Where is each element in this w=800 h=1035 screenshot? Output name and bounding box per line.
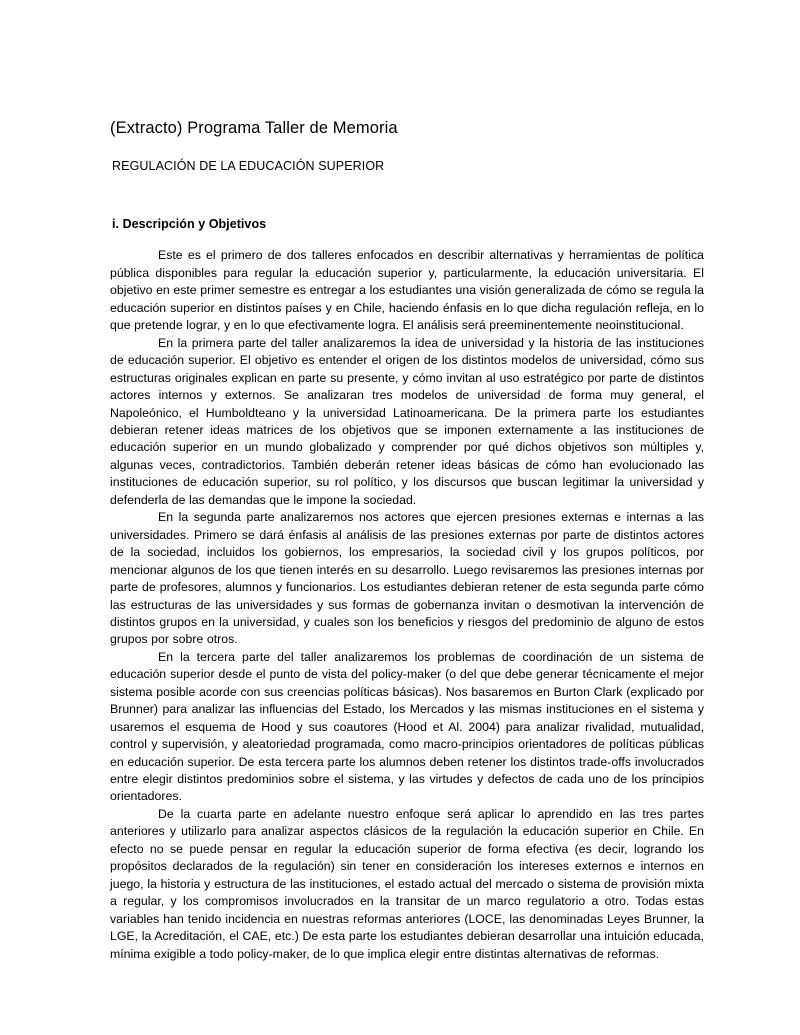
document-body xyxy=(110,247,704,963)
paragraph: En la segunda parte analizaremos nos actores que ejercen presiones externas e internas a las universidades. Primero se dará énfasis al análisis de las presiones externas por parte de distintos actores de la sociedad, incluidos los gobiernos, los empresarios, la sociedad civil y los grupos políticos, por mencionar algunos de los que tienen interés en su desarrollo. Luego revisaremos las presiones internas por parte de profesores, alumnos y funcionarios. Los estudiantes debieran retener de esta segunda parte cómo las estructuras de las universidades y sus formas de gobernanza invitan o desmotivan la intervención de distintos grupos en la universidad, y cuales son los beneficios y riesgos del predominio de alguno de estos grupos por sobre otros. xyxy=(110,510,704,647)
paragraph: Este es el primero de dos talleres enfocados en describir alternativas y herramientas de política pública disponibles para regular la educación superior y, particularmente, la educación universitaria. El objetivo en este primer semestre es entregar a los estudiantes una visión generalizada de cómo se regula la educación superior en distintos países y en Chile, haciendo énfasis en lo que dicha regulación refleja, en lo que pretende lograr, y en lo que efectivamente logra. El análisis será preeminentemente neoinstitucional. xyxy=(110,248,704,333)
document-subtitle: REGULACIÓN DE LA EDUCACIÓN SUPERIOR xyxy=(112,159,385,174)
section-heading: i. Descripción y Objetivos xyxy=(112,217,267,232)
paragraph: De la cuarta parte en adelante nuestro enfoque será aplicar lo aprendido en las tres partes anteriores y utilizarlo para analizar aspectos clásicos de la regulación la educación superior en Chile. En efecto no se puede pensar en regular la educación superior de forma efectiva (es decir, logrando los propósitos declarados de la regulación) sin tener en consideración los intereses externos e internos en juego, la historia y estructura de las instituciones, el estado actual del mercado o sistema de provisión mixta a regular, y los compromisos involucrados en la transitar de un marco regulatorio a otro. Todas estas variables han tenido incidencia en nuestras reformas anteriores (LOCE, las denominadas Leyes Brunner, la LGE, la Acreditación, el CAE, etc.) De esta parte los estudiantes debieran desarrollar una intuición educada, mínima exigible a todo policy-maker, de lo que implica elegir entre distintas alternativas de reformas. xyxy=(110,806,704,961)
paragraph: En la primera parte del taller analizaremos la idea de universidad y la historia de las instituciones de educación superior. El objetivo es entender el origen de los distintos modelos de universidad, cómo sus estructuras originales explican en parte su presente, y cómo invitan al uso estratégico por parte de distintos actores internos y externos. Se analizaran tres modelos de universidad de forma muy general, el Napoleónico, el Humboldteano y la universidad Latinoamericana. De la primera parte los estudiantes debieran retener ideas matrices de los objetivos que se imponen externamente a las instituciones de educación superior en un mundo globalizado y comprender por qué dichos objetivos son múltiples y, algunas veces, contradictorios. También deberán retener ideas básicas de cómo han evolucionado las instituciones de educación superior, su rol político, y los discursos que buscan legitimar la universidad y defenderla de las demandas que le impone la sociedad. xyxy=(110,335,704,507)
page-title: (Extracto) Programa Taller de Memoria xyxy=(110,119,398,137)
paragraph: En la tercera parte del taller analizaremos los problemas de coordinación de un sistema de educación superior desde el punto de vista del policy-maker (o del que debe generar técnicamente el mejor sistema posible acorde con sus creencias políticas básicas). Nos basaremos en Burton Clark (explicado por Brunner) para analizar las influencias del Estado, los Mercados y las mismas instituciones en el sistema y usaremos el esquema de Hood y sus coautores (Hood et Al. 2004) para analizar rivalidad, mutualidad, control y supervisión, y aleatoriedad programada, como macro-principios orientadores de políticas públicas en educación superior. De esta tercera parte los alumnos deben retener los distintos trade-offs involucrados entre elegir distintos predominios sobre el sistema, y las virtudes y defectos de cada uno de los principios orientadores. xyxy=(110,649,704,804)
